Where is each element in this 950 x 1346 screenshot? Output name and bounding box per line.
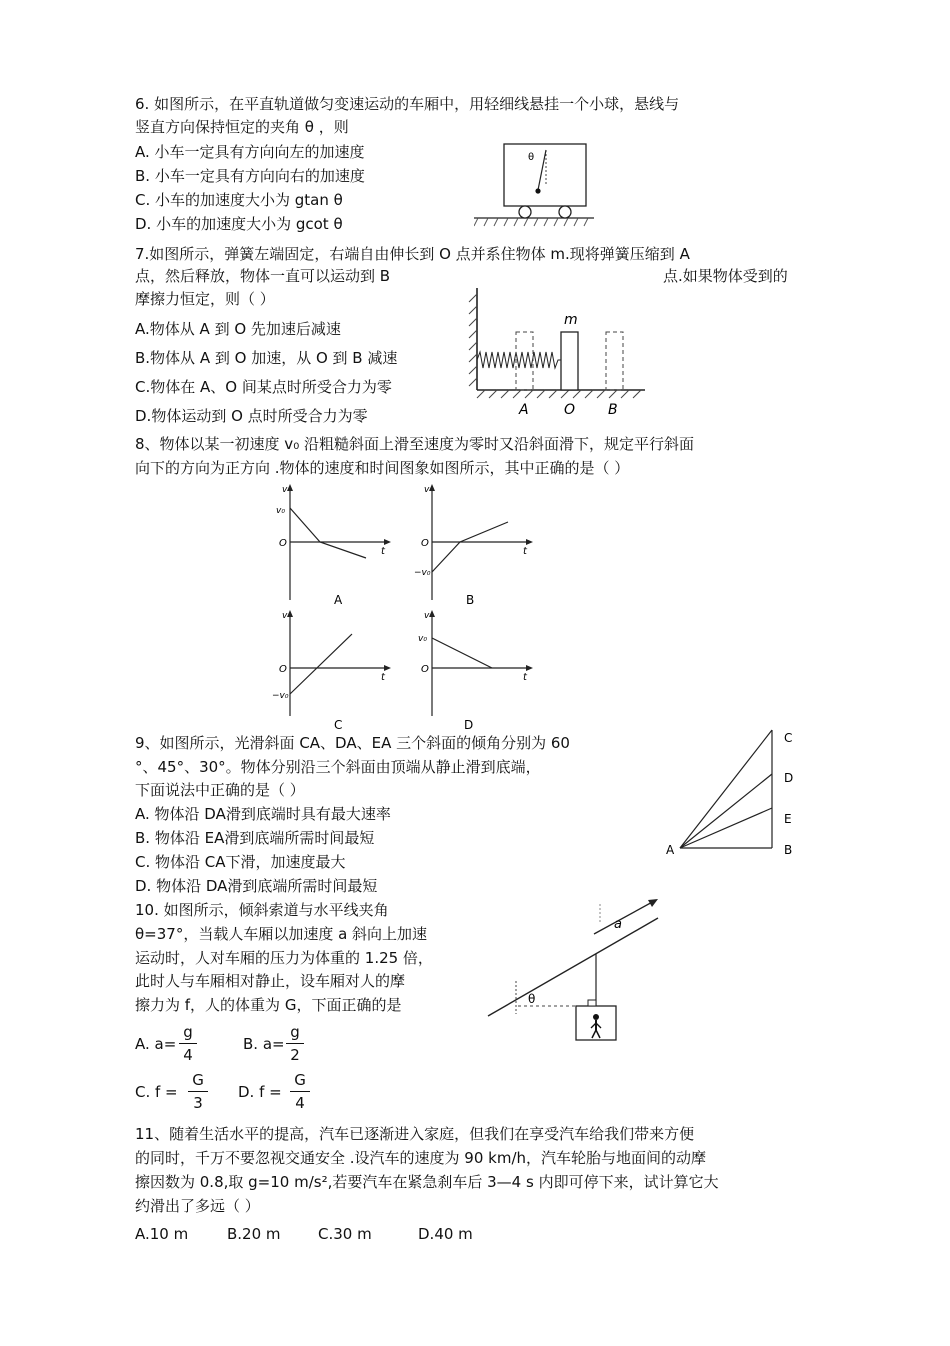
q7-option-b: B.物体从 A 到 O 加速，从 O 到 B 减速 <box>135 349 398 367</box>
q8b-caption: B <box>466 593 475 607</box>
q10-stem-line4: 此时人与车厢相对静止，设车厢对人的摩 <box>135 972 406 990</box>
q9-point-b-label: B <box>784 843 793 857</box>
q9-option-d: D. 物体沿 DA滑到底端所需时间最短 <box>135 877 378 895</box>
q10-option-c-fraction <box>188 1070 208 1113</box>
q10-accel-label: a <box>614 917 622 932</box>
q10-option-c-denominator: 3 <box>193 1094 203 1112</box>
q10-option-c-numerator: G <box>192 1071 204 1089</box>
q8d-origin-label: O <box>421 664 429 675</box>
q7-stem-line3: 摩擦力恒定，则（ ） <box>135 290 275 308</box>
q6-theta-label: θ <box>528 152 535 163</box>
q11-option-d: D.40 m <box>418 1225 473 1243</box>
q9-option-a: A. 物体沿 DA滑到底端时具有最大速率 <box>135 805 391 823</box>
q8-graph-a <box>270 480 400 610</box>
q10-option-c-prefix: C. f = <box>135 1083 178 1101</box>
q10-option-a-prefix: A. a= <box>135 1035 177 1053</box>
q10-option-d-prefix: D. f = <box>238 1083 282 1101</box>
q6-option-c: C. 小车的加速度大小为 gtan θ <box>135 191 343 209</box>
q6-option-b: B. 小车一定具有方向向右的加速度 <box>135 167 365 185</box>
q7-point-a-label: A <box>519 402 529 418</box>
q6-option-a: A. 小车一定具有方向向左的加速度 <box>135 143 365 161</box>
q8-graph-c <box>270 606 400 734</box>
q11-stem-line2: 的同时，千万不要忽视交通安全 .设汽车的速度为 90 km/h，汽车轮胎与地面间的动摩 <box>135 1149 707 1167</box>
q6-option-d: D. 小车的加速度大小为 gcot θ <box>135 215 343 233</box>
q7-option-d: D.物体运动到 O 点时所受合力为零 <box>135 407 368 425</box>
q10-option-a-numerator: g <box>183 1023 193 1041</box>
fraction-bar <box>179 1043 197 1044</box>
q9-stem-line1: 9、如图所示，光滑斜面 CA、DA、EA 三个斜面的倾角分别为 60 <box>135 734 570 752</box>
q8b-t-axis-label: t <box>523 546 527 557</box>
q11-stem-line1: 11、随着生活水平的提高，汽车已逐渐进入家庭，但我们在享受汽车给我们带来方便 <box>135 1125 695 1143</box>
q9-point-d-label: D <box>784 771 794 785</box>
q9-option-c: C. 物体沿 CA下滑，加速度最大 <box>135 853 346 871</box>
q10-option-b-numerator: g <box>290 1023 300 1041</box>
q8b-origin-label: O <box>421 538 429 549</box>
q9-point-a-label: A <box>666 843 675 857</box>
q10-option-a-denominator: 4 <box>183 1046 193 1064</box>
q11-option-b: B.20 m <box>227 1225 281 1243</box>
q10-option-d-numerator: G <box>294 1071 306 1089</box>
q10-option-a-fraction <box>179 1022 197 1065</box>
q10-stem-line5: 擦力为 f，人的体重为 G，下面正确的是 <box>135 996 402 1014</box>
q7-stem-line2a: 点，然后释放，物体一直可以运动到 B <box>135 267 391 285</box>
q8c-t-axis-label: t <box>381 672 385 683</box>
q7-spring-figure <box>463 284 648 420</box>
q9-point-e-label: E <box>784 812 792 826</box>
q8-graph-d <box>412 606 542 734</box>
q8a-caption: A <box>334 593 343 607</box>
q11-stem-line4: 约滑出了多远（ ） <box>135 1197 260 1215</box>
q11-option-a: A.10 m <box>135 1225 189 1243</box>
q8b-v-axis-label: v <box>424 485 430 495</box>
q8d-v0-label: v₀ <box>418 634 427 644</box>
q9-option-b: B. 物体沿 EA滑到底端所需时间最短 <box>135 829 375 847</box>
q8d-caption: D <box>464 718 474 732</box>
q8a-origin-label: O <box>279 538 287 549</box>
q8c-v0-label: −v₀ <box>272 691 289 701</box>
q10-option-d-fraction <box>290 1070 310 1113</box>
fraction-bar <box>290 1091 310 1092</box>
q10-option-b-prefix: B. a= <box>243 1035 285 1053</box>
q7-stem-line2b: 点.如果物体受到的 <box>663 267 788 285</box>
q9-stem-line3: 下面说法中正确的是（ ） <box>135 781 305 799</box>
q7-stem-line1: 7.如图所示，弹簧左端固定，右端自由伸长到 O 点并系住物体 m.现将弹簧压缩到 A <box>135 245 690 263</box>
q10-stem-line3: 运动时，人对车厢的压力为体重的 1.25 倍， <box>135 949 433 967</box>
q11-option-c: C.30 m <box>318 1225 372 1243</box>
q6-carriage-figure <box>474 140 594 230</box>
q10-stem-line1: 10. 如图所示，倾斜索道与水平线夹角 <box>135 901 389 919</box>
q8c-origin-label: O <box>279 664 287 675</box>
q7-point-b-label: B <box>608 402 618 418</box>
q11-stem-line3: 擦因数为 0.8,取 g=10 m/s²,若要汽车在紧急刹车后 3—4 s 内即可停下来，试计算它大 <box>135 1173 719 1191</box>
q8a-v0-label: v₀ <box>276 506 285 516</box>
q10-option-b-fraction <box>286 1022 304 1065</box>
q10-stem-line2: θ=37°，当载人车厢以加速度 a 斜向上加速 <box>135 925 428 943</box>
q9-point-c-label: C <box>784 731 793 745</box>
q8a-t-axis-label: t <box>381 546 385 557</box>
q10-cableway-figure <box>484 896 664 1046</box>
q8-stem-line2: 向下的方向为正方向 .物体的速度和时间图象如图所示，其中正确的是（ ） <box>135 459 630 477</box>
q8d-v-axis-label: v <box>424 611 430 621</box>
q8-graph-b <box>412 480 542 610</box>
q6-stem-line1: 6. 如图所示，在平直轨道做匀变速运动的车厢中，用轻细线悬挂一个小球，悬线与 <box>135 95 680 113</box>
fraction-bar <box>286 1043 304 1044</box>
q6-stem-line2: 竖直方向保持恒定的夹角 θ ，则 <box>135 118 349 136</box>
q8c-caption: C <box>334 718 343 732</box>
q7-option-a: A.物体从 A 到 O 先加速后减速 <box>135 320 341 338</box>
q10-option-b-denominator: 2 <box>290 1046 300 1064</box>
q7-point-o-label: O <box>564 402 576 418</box>
q8b-v0-label: −v₀ <box>414 568 431 578</box>
fraction-bar <box>188 1091 208 1092</box>
q9-stem-line2: °、45°、30°。物体分别沿三个斜面由顶端从静止滑到底端， <box>135 758 541 776</box>
q8-stem-line1: 8、物体以某一初速度 v₀ 沿粗糙斜面上滑至速度为零时又沿斜面滑下，规定平行斜面 <box>135 435 694 453</box>
q9-incline-figure <box>660 724 810 860</box>
q10-option-d-denominator: 4 <box>295 1094 305 1112</box>
q10-theta-label: θ <box>528 992 536 1006</box>
q8a-v-axis-label: v <box>282 485 288 495</box>
q7-mass-label: m <box>564 312 578 328</box>
q8c-v-axis-label: v <box>282 611 288 621</box>
q7-option-c: C.物体在 A、O 间某点时所受合力为零 <box>135 378 392 396</box>
q8d-t-axis-label: t <box>523 672 527 683</box>
